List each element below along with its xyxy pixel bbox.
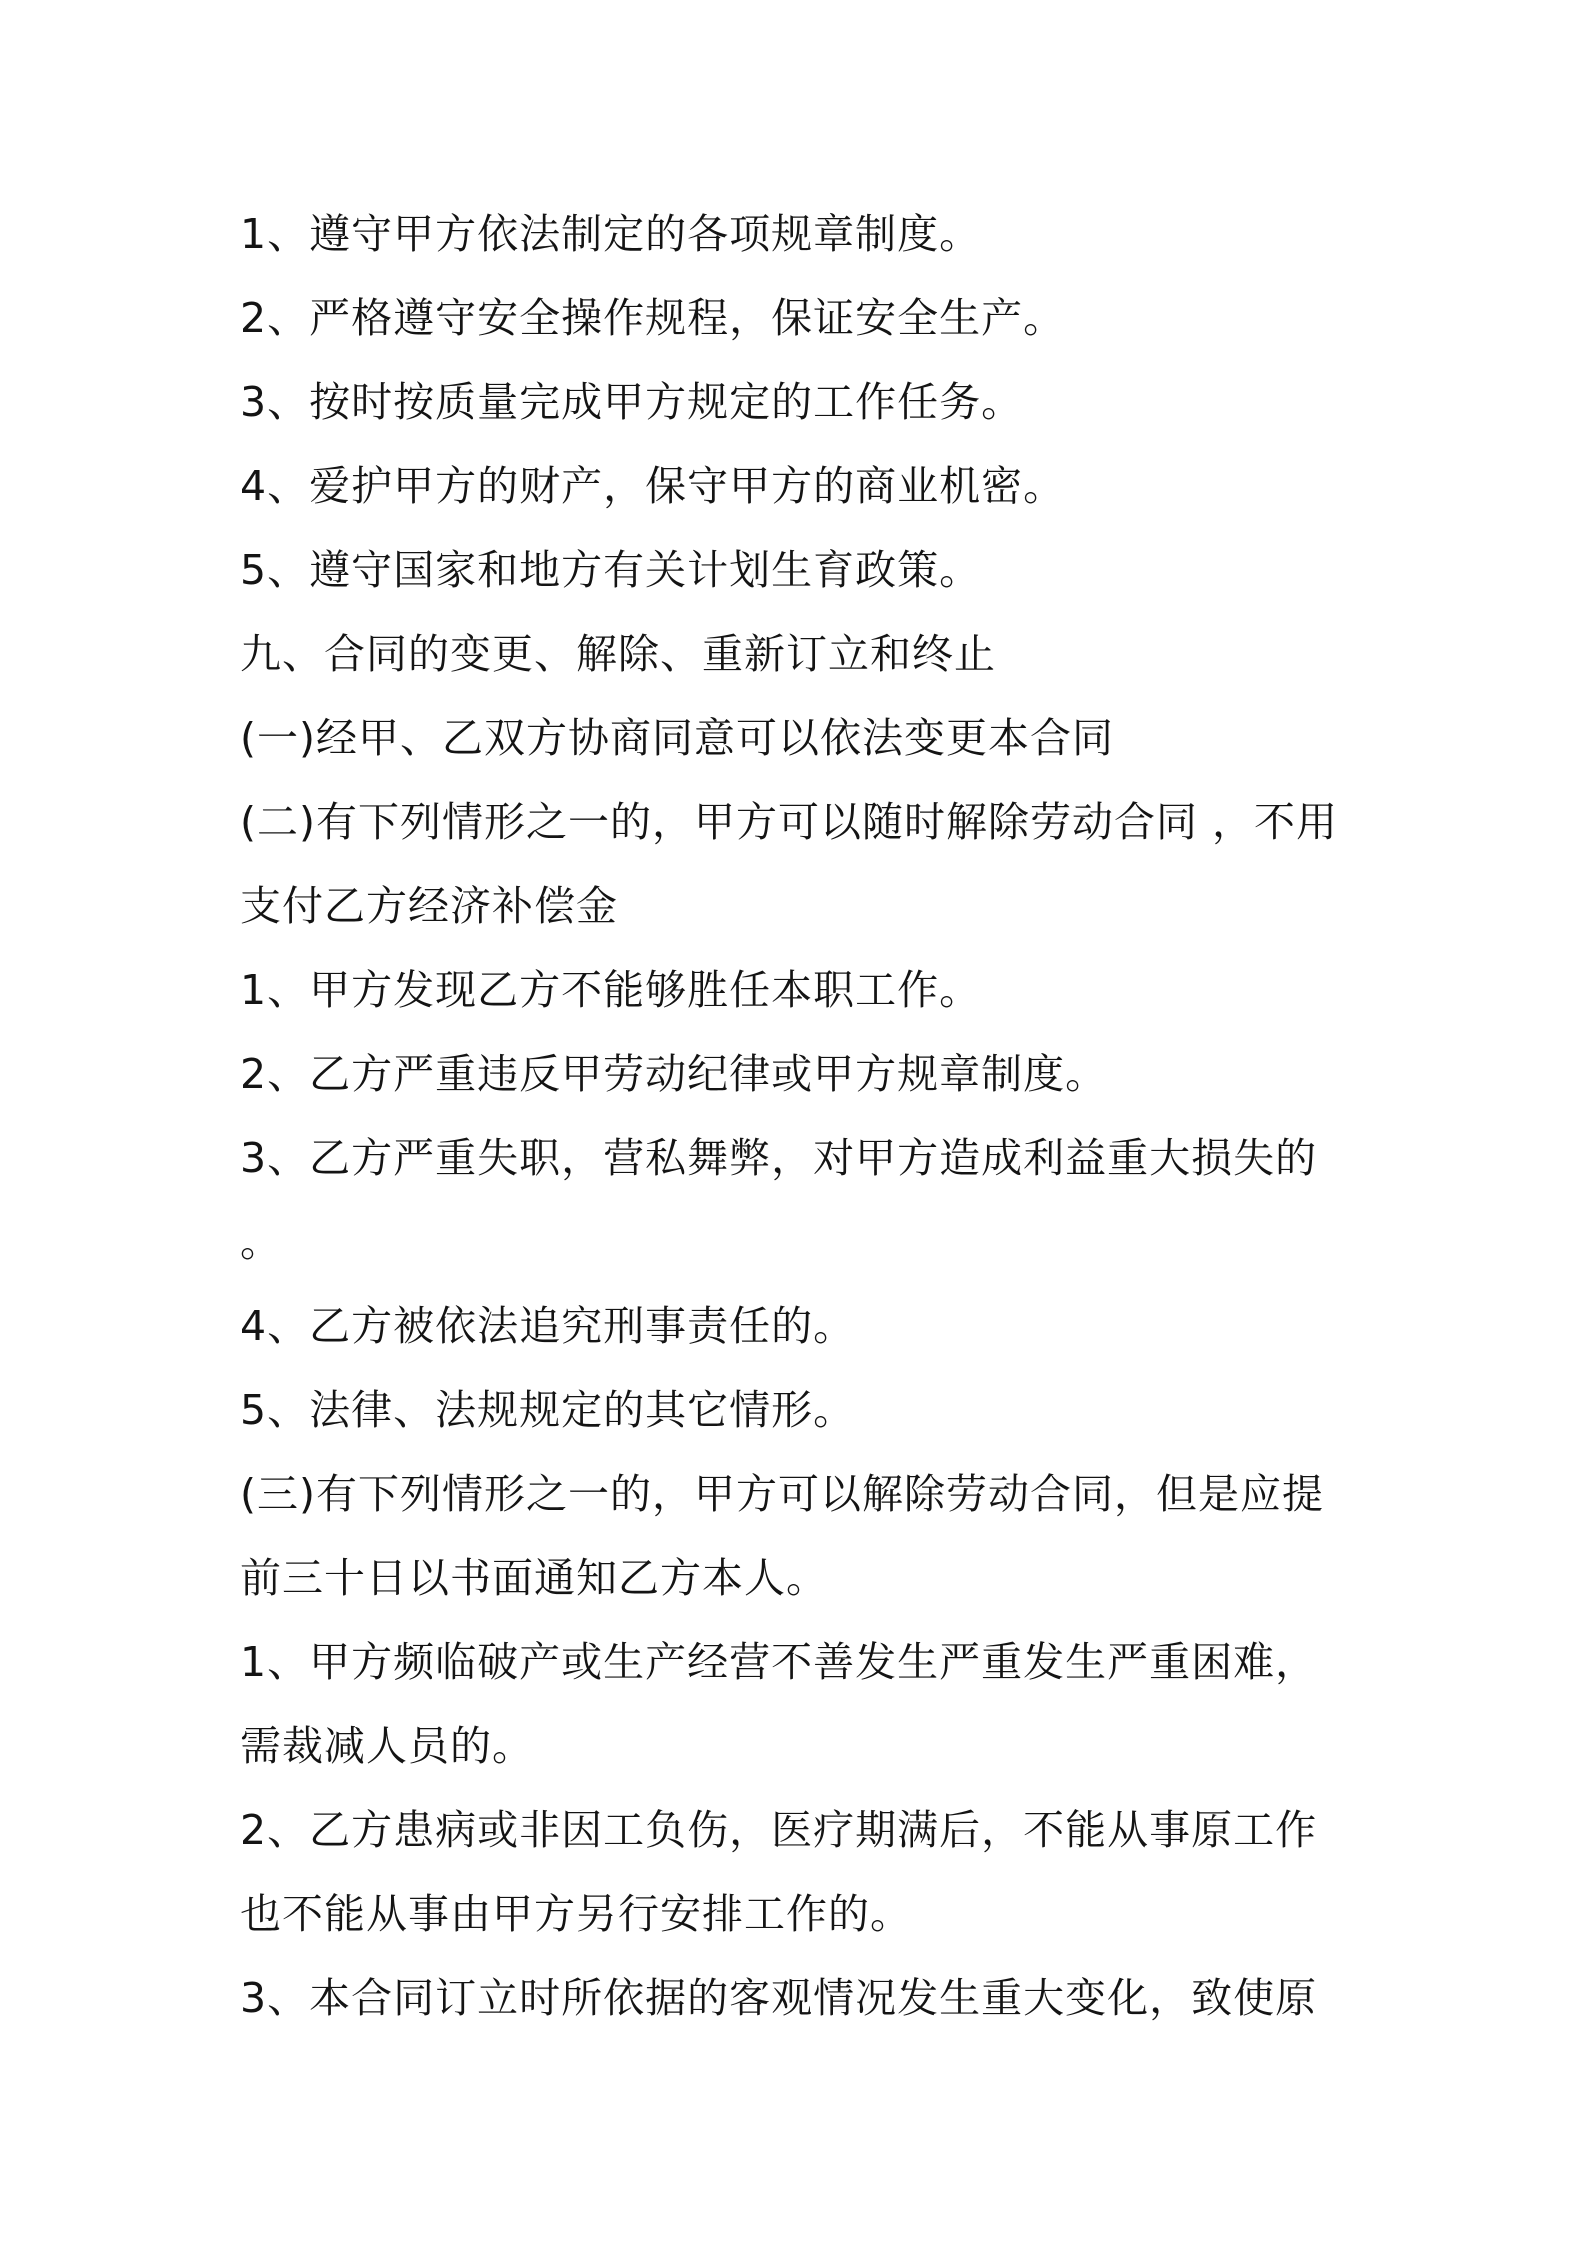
text-line: 2、乙方患病或非因工负伤，医疗期满后，不能从事原工作 (240, 1806, 1318, 1854)
text-line: 需裁减人员的。 (240, 1722, 534, 1770)
text-line: 1、甲方频临破产或生产经营不善发生严重发生严重困难， (240, 1638, 1318, 1686)
section-heading: 九、合同的变更、解除、重新订立和终止 (240, 630, 996, 678)
text-line: 2、乙方严重违反甲劳动纪律或甲方规章制度。 (240, 1050, 1108, 1098)
text-line: 3、乙方严重失职，营私舞弊，对甲方造成利益重大损失的 (240, 1134, 1318, 1182)
text-line: 1、遵守甲方依法制定的各项规章制度。 (240, 210, 982, 258)
text-line: 4、爱护甲方的财产，保守甲方的商业机密。 (240, 462, 1066, 510)
text-line: (二)有下列情形之一的，甲方可以随时解除劳动合同 ，不用 (240, 798, 1339, 846)
text-line: 3、按时按质量完成甲方规定的工作任务。 (240, 378, 1024, 426)
text-line: 3、本合同订立时所依据的客观情况发生重大变化，致使原 (240, 1974, 1318, 2022)
text-line: 5、法律、法规规定的其它情形。 (240, 1386, 856, 1434)
document-body (240, 192, 1360, 2040)
text-line: 支付乙方经济补偿金 (240, 882, 618, 930)
text-line: 1、甲方发现乙方不能够胜任本职工作。 (240, 966, 982, 1014)
text-line: (一)经甲、乙双方协商同意可以依法变更本合同 (240, 714, 1114, 762)
text-line: (三)有下列情形之一的，甲方可以解除劳动合同，但是应提 (240, 1470, 1324, 1518)
text-line: 。 (240, 1218, 282, 1266)
text-line: 4、乙方被依法追究刑事责任的。 (240, 1302, 856, 1350)
text-line: 2、严格遵守安全操作规程，保证安全生产。 (240, 294, 1066, 342)
text-line: 前三十日以书面通知乙方本人。 (240, 1554, 828, 1602)
text-line: 5、遵守国家和地方有关计划生育政策。 (240, 546, 982, 594)
text-line: 也不能从事由甲方另行安排工作的。 (240, 1890, 912, 1938)
